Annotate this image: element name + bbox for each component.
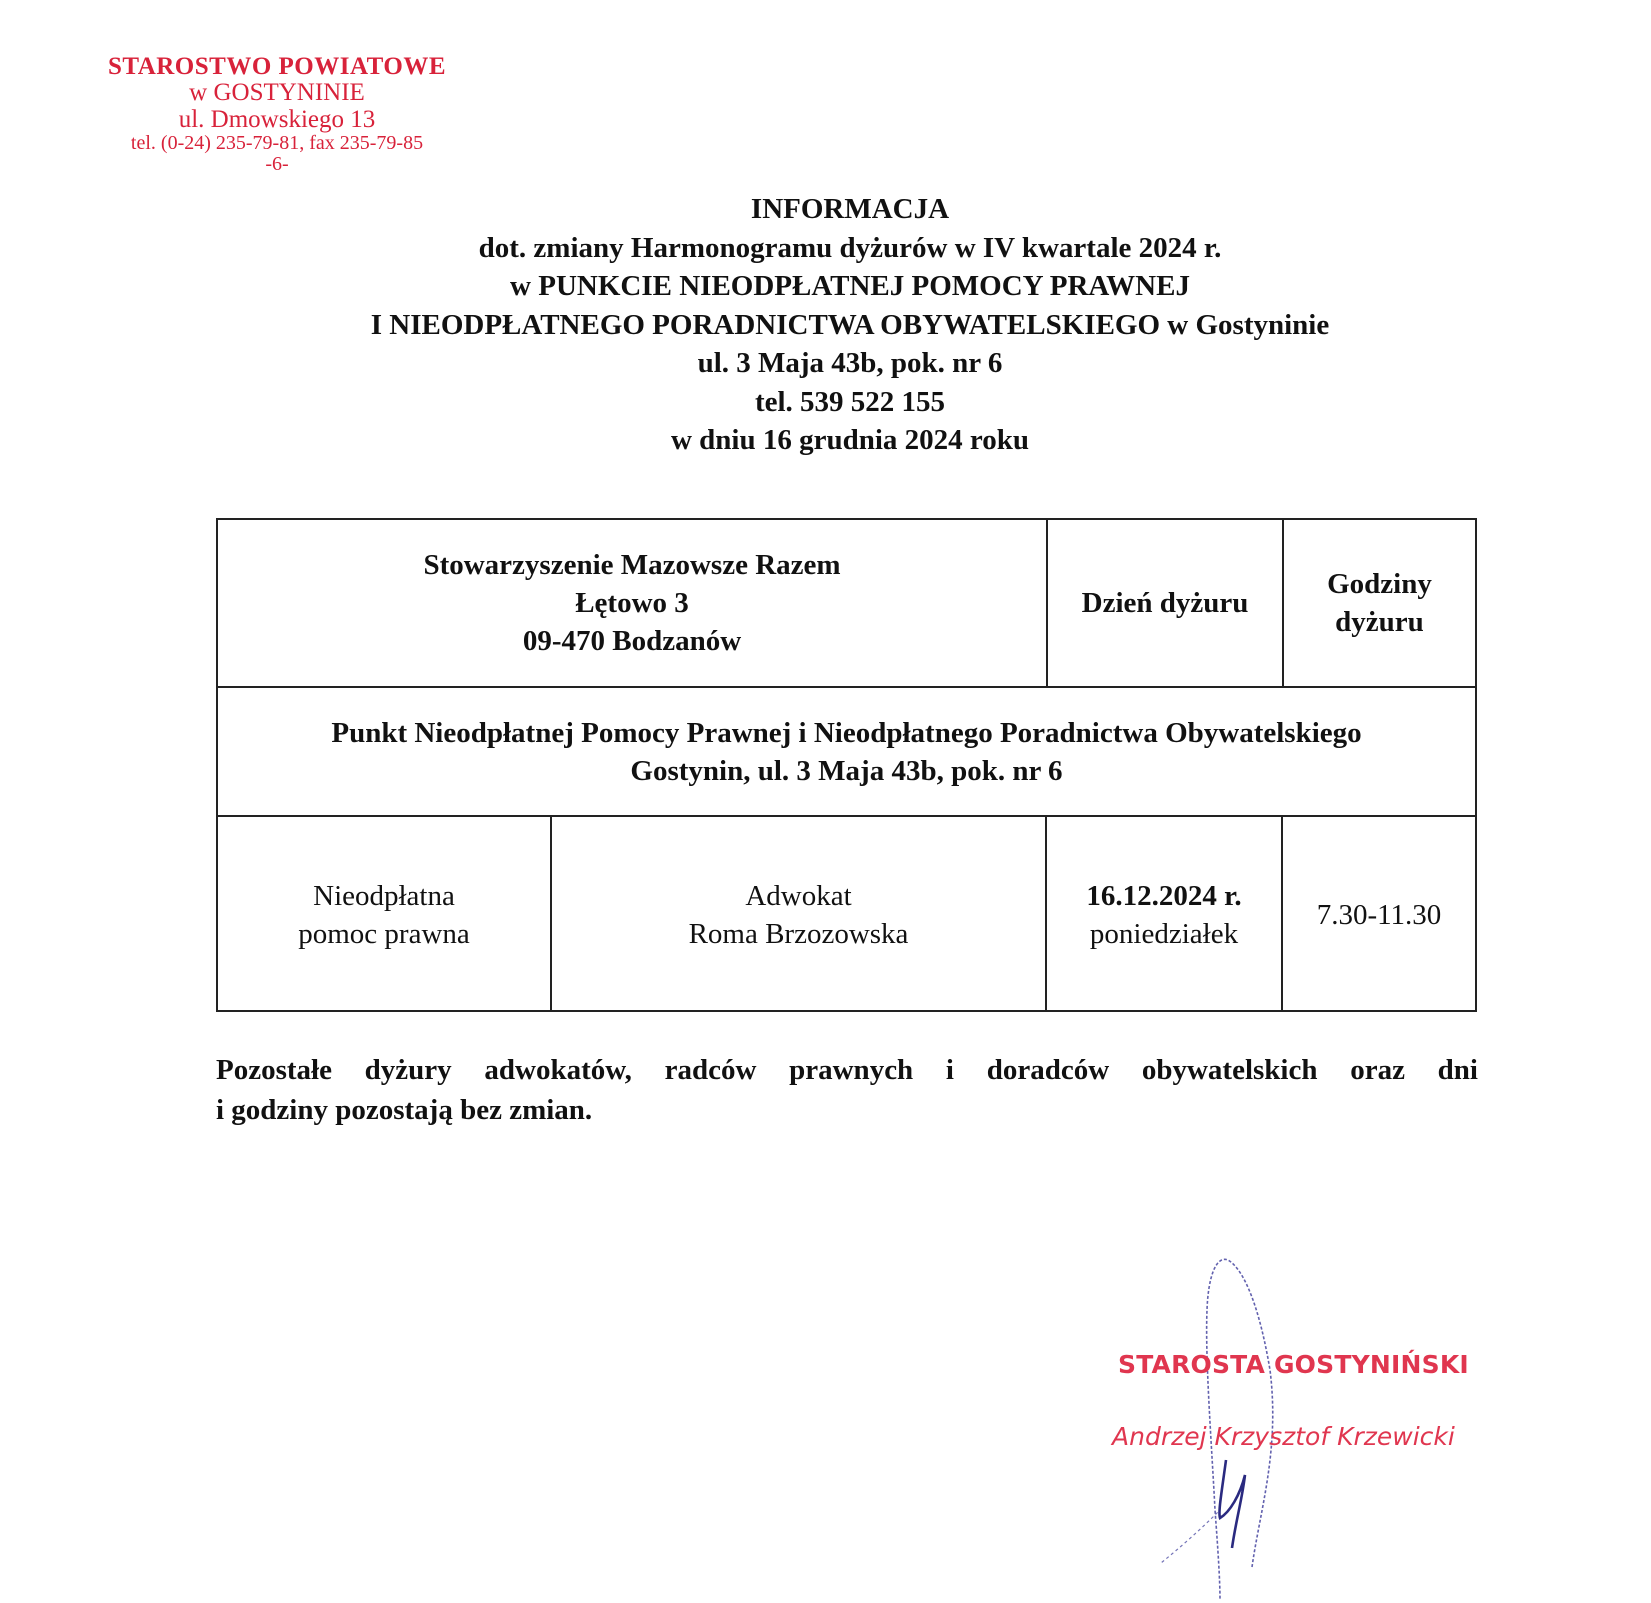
signature-tail [1160,1512,1218,1603]
cell-person [552,817,1045,1012]
signature-mark [1219,1460,1245,1548]
document-heading [200,190,1500,460]
organization-postal: 09-470 Bodzanów [522,625,742,657]
heading-subject: dot. zmiany Harmonogramu dyżurów w IV kwartale 2024 r. [478,231,1222,264]
schedule-table [216,518,1477,1012]
cell-service [218,817,550,1012]
heading-address: ul. 3 Maja 43b, pok. nr 6 [697,347,1003,379]
stamp-number: -6- [265,152,289,175]
header-day-label: Dzień dyżuru [1081,587,1249,619]
signatory-title: STAROSTA GOSTYNIŃSKI [1118,1350,1469,1379]
cell-hours [1283,817,1475,1012]
organization-name: Stowarzyszenie Mazowsze Razem [423,549,841,581]
cell-date [1047,817,1281,1012]
location-address: Gostynin, ul. 3 Maja 43b, pok. nr 6 [630,754,1063,787]
heading-title: INFORMACJA [750,193,950,225]
header-hours-label-line1: Godziny [1327,568,1432,600]
heading-point-line1: w PUNKCIE NIEODPŁATNEJ POMOCY PRAWNEJ [510,270,1190,302]
stamp-phone: tel. (0-24) 235-79-81, fax 235-79-85 [130,131,424,154]
service-line2: pomoc prawna [298,917,470,950]
office-stamp [86,54,468,175]
header-hours-label-line2: dyżuru [1335,606,1424,638]
service-line1: Nieodpłatna [313,879,455,912]
person-title: Adwokat [745,879,852,912]
location-row [218,688,1475,815]
heading-date: w dniu 16 grudnia 2024 roku [670,424,1030,456]
note-line2: i godziny pozostają bez zmian. [216,1094,593,1126]
heading-phone: tel. 539 522 155 [754,385,946,418]
stamp-city: w GOSTYNINIE [189,79,365,107]
header-day [1048,520,1282,686]
closing-note [216,1050,1478,1130]
stamp-address: ul. Dmowskiego 13 [178,105,376,133]
duty-date: 16.12.2024 r. [1086,879,1242,912]
signatory-name: Andrzej Krzysztof Krzewicki [1112,1422,1455,1451]
header-hours [1284,520,1475,686]
duty-weekday: poniedziałek [1089,917,1239,950]
location-name: Punkt Nieodpłatnej Pomocy Prawnej i Nieodpłatnego Poradnictwa Obywatelskiego [331,716,1362,749]
header-organization [218,520,1046,686]
duty-hours: 7.30-11.30 [1316,898,1442,931]
stamp-office-name: STAROSTWO POWIATOWE [107,53,447,80]
note-line1: Pozostałe dyżury adwokatów, radców prawnych i doradców obywatelskich oraz dni [216,1054,1478,1086]
heading-point-line2: I NIEODPŁATNEGO PORADNICTWA OBYWATELSKIEGO w Gostyninie [370,308,1330,341]
person-name: Roma Brzozowska [688,917,909,950]
organization-street: Łętowo 3 [575,587,689,619]
